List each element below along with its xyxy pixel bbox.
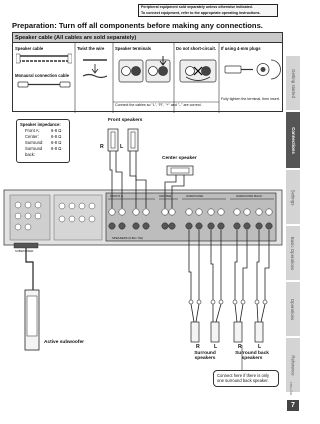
sidebar-tab-settings[interactable]: Settings: [286, 170, 300, 224]
peripheral-note-line1: Peripheral equipment sold separately unless otherwise indicated.: [141, 5, 253, 9]
surround-left-label: L: [214, 344, 218, 350]
front-speakers-label: Front speakers: [108, 118, 143, 123]
speaker-terminal-block: [106, 193, 276, 241]
subwoofer-out-jack: [14, 243, 38, 248]
sidebar-tab-getting-started[interactable]: Getting started: [286, 56, 300, 110]
front-right-label: R: [100, 144, 104, 150]
surround-back-right-label: R: [238, 344, 242, 350]
speaker-cable-label: Speaker cable: [15, 46, 44, 51]
rear-speaker-leads: [191, 304, 265, 322]
surround-speakers-label: Surround speakers: [194, 351, 216, 362]
section-sidebar: [286, 0, 300, 424]
rear-wire-terminals: [189, 300, 267, 304]
panel-surround-label: SURROUND: [186, 194, 204, 198]
subwoofer-out-label: SUBWOOFER: [15, 249, 34, 253]
catalog-number: RQT7994: [289, 381, 293, 395]
panel-front-a-label: FRONT A: [110, 194, 123, 198]
surround-speakers-icon: [191, 322, 219, 342]
surround-back-left-label: L: [258, 344, 262, 350]
sidebar-tab-reference[interactable]: Reference: [286, 338, 300, 392]
impedance-row: Front A: 6-8 Ω: [25, 128, 62, 133]
impedance-row: Surround: 6-8 Ω: [25, 140, 62, 145]
connect-polarity-note: Connect the cables so "L", "R", "+" and "–" are correct.: [115, 103, 202, 107]
single-surround-back-callout: Connect here if there is only one surround back speaker.: [213, 370, 279, 387]
panel-surround-back-label: SURROUND BACK: [236, 194, 263, 198]
impedance-title: Speaker impedance:: [20, 122, 61, 127]
impedance-row: Center: 6-8 Ω: [25, 134, 62, 139]
center-speaker-icon: [167, 166, 193, 175]
impedance-row: Surround back: 6-8 Ω: [25, 146, 62, 157]
speaker-cable-title: Speaker cable (All cables are sold separately): [13, 33, 282, 43]
sidebar-tab-basic-operations[interactable]: Basic Operations: [286, 226, 300, 280]
sidebar-tab-operations[interactable]: Operations: [286, 282, 300, 336]
panel-center-label: CENTER: [159, 194, 172, 198]
peripheral-note-line2: To connect equipment, refer to the appropriate operating instructions.: [141, 10, 261, 15]
sidebar-tab-connections[interactable]: Connections: [286, 112, 300, 168]
active-subwoofer-label: Active subwoofer: [44, 340, 84, 345]
subwoofer-cable: [26, 248, 33, 290]
page-number: 7: [287, 400, 299, 411]
front-left-label: L: [120, 144, 124, 150]
twist-wire-label: Twist the wire: [77, 46, 105, 51]
center-speaker-label: Center speaker: [162, 156, 197, 161]
surround-back-speakers-label: Surround back speakers: [235, 351, 269, 362]
banana-plug-label: If using 4-mm plugs: [221, 46, 261, 51]
surround-right-label: R: [196, 344, 200, 350]
speaker-terminals-label: Speaker terminals: [115, 46, 152, 51]
monaural-cable-label: Monaural connection cable: [15, 73, 69, 78]
active-subwoofer-icon: [25, 290, 39, 350]
do-not-short-label: Do not short-circuit.: [176, 46, 217, 51]
surround-back-speakers-icon: [234, 322, 263, 342]
preparation-heading: Preparation: Turn off all components before making any connections.: [12, 21, 263, 30]
panel-speakers-label: SPEAKERS (6-8Ω / 6Ω): [112, 236, 143, 240]
fully-tighten-note: Fully tighten the terminal, then insert.: [221, 97, 280, 101]
